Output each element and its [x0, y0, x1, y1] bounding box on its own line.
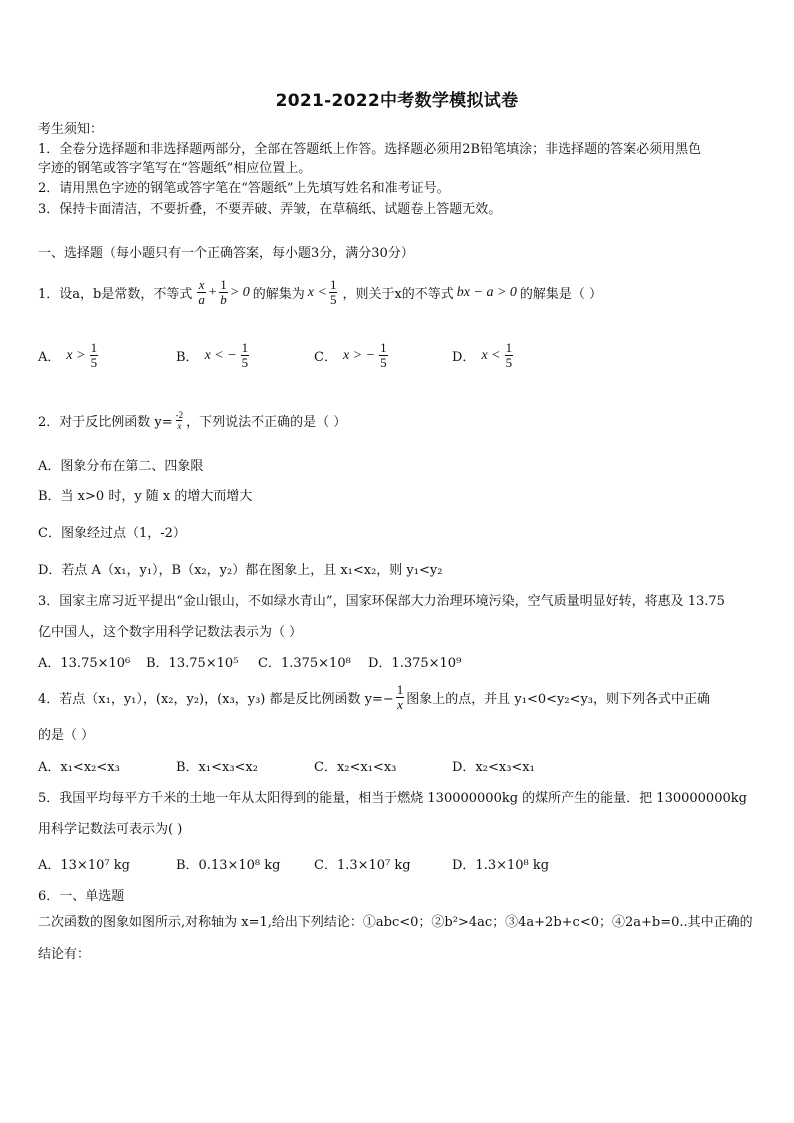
- q2-option-d[interactable]: D．若点 A（x₁，y₁），B（x₂，y₂）都在图象上，且 x₁<x₂，则 y₁<y₂: [38, 563, 443, 578]
- q5-stem-line-1: 5．我国平均每平方千米的土地一年从太阳得到的能量，相当于燃烧 130000000kg 的煤所产生的能量．把 130000000kg: [38, 791, 747, 806]
- q2-fraction: $\frac{-2}{x}$: [175, 410, 184, 431]
- q2-option-b[interactable]: B．当 x>0 时，y 随 x 的增大而增大: [38, 489, 253, 504]
- q1-suffix-b: 的解集是（ ）: [519, 287, 603, 302]
- question-1-stem: [38, 278, 602, 307]
- q2-option-a[interactable]: A．图象分布在第二、四象限: [38, 459, 204, 474]
- q6-stem-line-1: 二次函数的图象如图所示,对称轴为 x=1,给出下列结论：①abc<0；②b²>4ac；③4a+2b+c<0；④2a+b=0..其中正确的: [38, 915, 753, 930]
- q4-option-b[interactable]: B．x₁<x₃<x₂: [176, 760, 258, 775]
- q3-stem-line-2: 亿中国人，这个数字用科学记数法表示为（ ）: [38, 625, 303, 640]
- q5-option-a[interactable]: A．13×10⁷ kg: [38, 858, 130, 873]
- q5-option-b[interactable]: B．0.13×10⁸ kg: [176, 858, 281, 873]
- section-heading: 一、选择题（每小题只有一个正确答案，每小题3分，满分30分）: [38, 246, 414, 261]
- q4-stem-line-2: 的是（ ）: [38, 728, 95, 743]
- q3-option-d[interactable]: D．1.375×10⁹: [368, 656, 462, 671]
- q3-option-b[interactable]: B．13.75×10⁵: [146, 656, 239, 671]
- q6-heading: 6．一、单选题: [38, 889, 125, 904]
- q3-option-c[interactable]: C．1.375×10⁸: [258, 656, 351, 671]
- q1-prefix: 1．设a，b是常数，不等式: [38, 287, 193, 302]
- notice-item-1-line-2: 字迹的钢笔或答字笔写在“答题纸”相应位置上。: [38, 161, 312, 176]
- q2-option-c[interactable]: C．图象经过点（1，-2）: [38, 526, 186, 541]
- q4-option-a[interactable]: A．x₁<x₂<x₃: [38, 760, 120, 775]
- page-title: 2021-2022中考数学模拟试卷: [275, 91, 519, 111]
- notice-item-2: 2．请用黑色字迹的钢笔或答字笔在“答题纸”上先填写姓名和准考证号。: [38, 181, 450, 196]
- q4-option-d[interactable]: D．x₂<x₃<x₁: [452, 760, 535, 775]
- question-4-stem: 4．若点（x₁，y₁），(x₂，y₂)，(x₃，y₃) 都是反比例函数 y=− $\frac{1}{x}$ 图象上的点，并且 y₁<0<y₂<y₃，则下列各式中正确: [38, 682, 710, 712]
- q4-fraction: $\frac{1}{x}$: [396, 682, 404, 712]
- q1-mid: 的解集为: [252, 287, 305, 302]
- notice-item-1-line-1: 1．全卷分选择题和非选择题两部分，全部在答题纸上作答。选择题必须用2B铅笔填涂；非选择题的答案必须用黑色: [38, 142, 702, 157]
- q1-solution: x < $\frac{1}{5}$: [307, 277, 337, 307]
- q1-option-d[interactable]: D． x < $\frac{1}{5}$: [452, 340, 513, 370]
- q3-stem-line-1: 3．国家主席习近平提出“金山银山，不如绿水青山”，国家环保部大力治理环境污染，空气质量明显好转，将惠及 13.75: [38, 594, 725, 609]
- q1-option-c[interactable]: C． x > − $\frac{1}{5}$: [314, 340, 387, 370]
- q5-option-c[interactable]: C．1.3×10⁷ kg: [314, 858, 411, 873]
- question-2-stem: 2．对于反比例函数 y= $\frac{-2}{x}$ ，下列说法不正确的是（ ）: [38, 410, 347, 431]
- q4-option-c[interactable]: C．x₂<x₁<x₃: [314, 760, 397, 775]
- q1-inequality-2: bx − a > 0: [456, 284, 517, 300]
- q1-inequality-1: $\frac{x}{a}$ + $\frac{1}{b}$ > 0: [198, 277, 250, 307]
- notice-item-3: 3．保持卡面清洁，不要折叠，不要弄破、弄皱，在草稿纸、试题卷上答题无效。: [38, 202, 502, 217]
- q1-suffix-a: ，则关于x的不等式: [342, 287, 454, 302]
- notice-heading: 考生须知：: [38, 122, 104, 137]
- q1-option-a[interactable]: A． x > $\frac{1}{5}$: [38, 340, 98, 370]
- q5-option-d[interactable]: D．1.3×10⁸ kg: [452, 858, 550, 873]
- q5-stem-line-2: 用科学记数法可表示为( ): [38, 822, 183, 837]
- q3-option-a[interactable]: A．13.75×10⁶: [38, 656, 131, 671]
- q1-option-b[interactable]: B． x < − $\frac{1}{5}$: [176, 340, 249, 370]
- q6-stem-line-2: 结论有：: [38, 947, 91, 962]
